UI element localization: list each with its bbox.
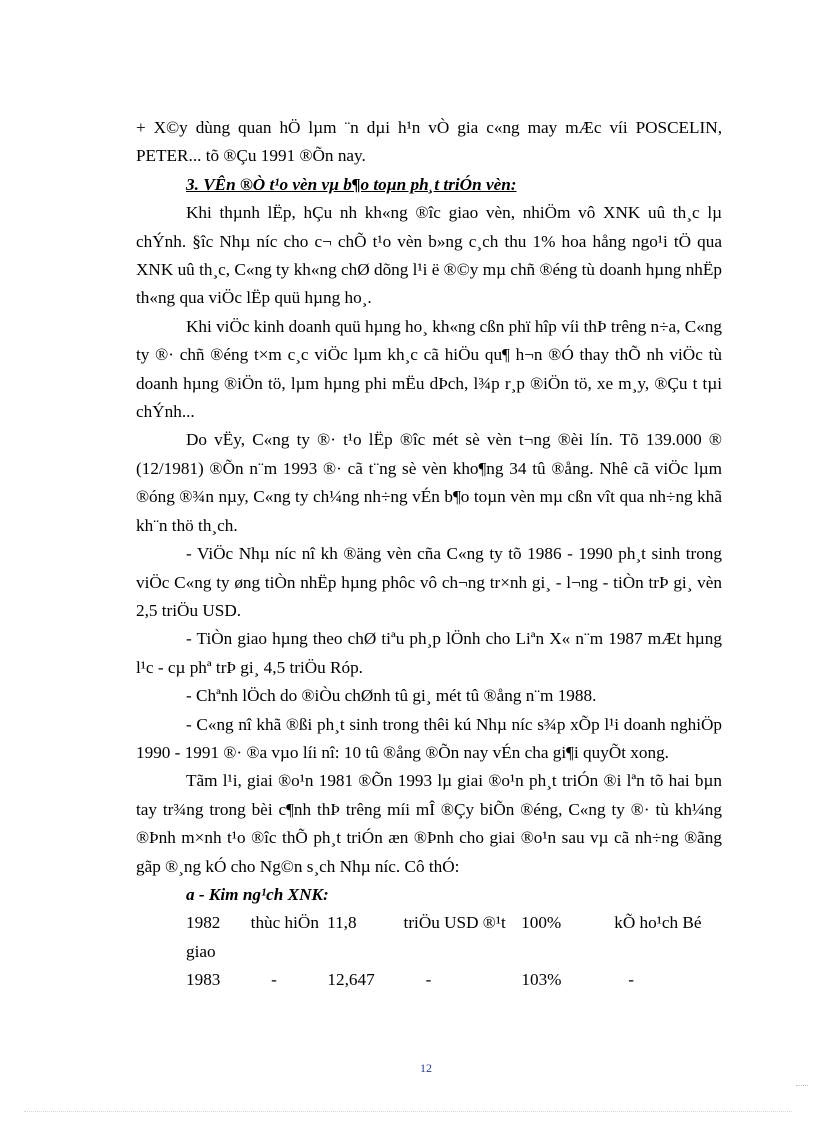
page-number: 12 [420, 1061, 432, 1075]
table-cell: - [271, 970, 277, 990]
paragraph-6: - TiÒn giao hµng theo chØ tiªu ph¸p lÖnh cho Liªn X« n¨m 1987 mÆt hµng l¹c - cµ phª trÞ gi¸ 4,5 triÖu Róp. [136, 629, 722, 677]
paragraph-4: Do vËy, C«ng ty ®· t¹o lËp ®îc mét sè vèn t¬ng ®èi lín. Tõ 139.000 ® (12/1981) ®Õn n¨m 1993 ®· cã t¨ng sè vèn kho¶ng 34 tû ®ång. Nhê cã viÖc lµm ®óng ®¾n nµy, C«ng ty ch¼ng nh÷ng vÉn b¶o toµn vèn mµ cßn vît qua nh÷ng khã kh¨n thö th¸ch. [136, 430, 722, 535]
page-corner-mark [796, 1085, 808, 1087]
table-row [136, 966, 722, 994]
paragraph-7: - Chªnh lÖch do ®iÒu chØnh tû gi¸ mét tû ®ång n¨m 1988. [186, 686, 597, 706]
paragraph-8: - C«ng nî khã ®ßi ph¸t sinh trong thêi kú Nhµ níc s¾p xÕp l¹i doanh nghiÖp 1990 - 1991 ®· ®a vµo líi nî: 10 tû ®ång ®Õn nay vÉn cha gi¶i quyÕt xong. [136, 714, 722, 762]
table-cell: - [425, 970, 432, 990]
table-cell: kÕ ho¹ch Bé [614, 913, 702, 933]
paragraph-1: + X©y dùng quan hÖ lµm ¨n dµi h¹n vÒ gia c«ng may mÆc víi POSCELIN, PETER... tõ ®Çu 1991 ®Õn nay. [136, 118, 722, 166]
paragraph-2: Khi thµnh lËp, hÇu nh kh«ng ®îc giao vèn, nhiÖm vô XNK uû th¸c lµ chÝnh. §îc Nhµ níc cho c¬ chÕ t¹o vèn b»ng c¸ch thu 1% hoa hång ngo¹i tÖ qua XNK uû th¸c, C«ng ty kh«ng chØ dõng l¹i ë ®©y mµ chñ ®éng tù doanh hµng nhËp th«ng qua viÖc lËp quü hµng ho¸. [136, 203, 722, 308]
table-cell: triÖu USD ®¹t [403, 913, 506, 933]
paragraph-5: - ViÖc Nhµ níc nî kh ®äng vèn cña C«ng ty tõ 1986 - 1990 ph¸t sinh trong viÖc C«ng ty øng tiÒn nhËp hµng phôc vô ch¬ng tr×nh gi¸ - l¬ng - tiÒn trÞ gi¸ vèn 2,5 triÖu USD. [136, 544, 722, 620]
table-row-continuation: giao [186, 941, 216, 961]
table-cell: 1983 [186, 970, 221, 990]
body-text [136, 114, 722, 995]
section-heading [136, 171, 722, 199]
page-bottom-border [24, 1111, 792, 1112]
table-cell: 100% [521, 913, 562, 933]
table-cell: 1982 [186, 913, 221, 933]
section-heading-text: 3. VÊn ®Ò t¹o vèn vµ b¶o toµn ph¸t triÓn vèn: [186, 174, 517, 194]
table-row [136, 909, 722, 937]
table-cell: 11,8 [327, 913, 357, 933]
paragraph-3: Khi viÖc kinh doanh quü hµng ho¸ kh«ng cßn phï hîp víi thÞ trêng n÷a, C«ng ty ®· chñ ®éng t×m c¸c viÖc lµm kh¸c cã hiÖu qu¶ h¬n ®Ó thay thÕ nh viÖc tù doanh hµng ®iÖn tö, lµm hµng phi mËu dÞch, l¾p r¸p ®iÖn tö, xe m¸y, ®Çu t tµi chÝnh... [136, 316, 722, 422]
table-cell: 12,647 [327, 970, 375, 990]
paragraph-9: Tãm l¹i, giai ®o¹n 1981 ®Õn 1993 lµ giai ®o¹n ph¸t triÓn ®i lªn tõ hai bµn tay tr¾ng trong bèi c¶nh thÞ trêng míi mÎ ®Çy biÕn ®éng, C«ng ty ®· tù kh¼ng ®Þnh m×nh t¹o ®îc thÕ ph¸t triÓn æn ®Þnh cho giai ®o¹n sau vµ cã nh÷ng ®ãng gãp ®¸ng kÓ cho Ng©n s¸ch Nhµ níc. Cô thÓ: [136, 771, 722, 876]
table-cell: - [628, 970, 634, 990]
subheading-kim-ngach: a - Kim ng¹ch XNK: [186, 884, 329, 904]
table-cell: 103% [521, 970, 562, 990]
table-cell: thùc hiÖn [250, 913, 319, 933]
